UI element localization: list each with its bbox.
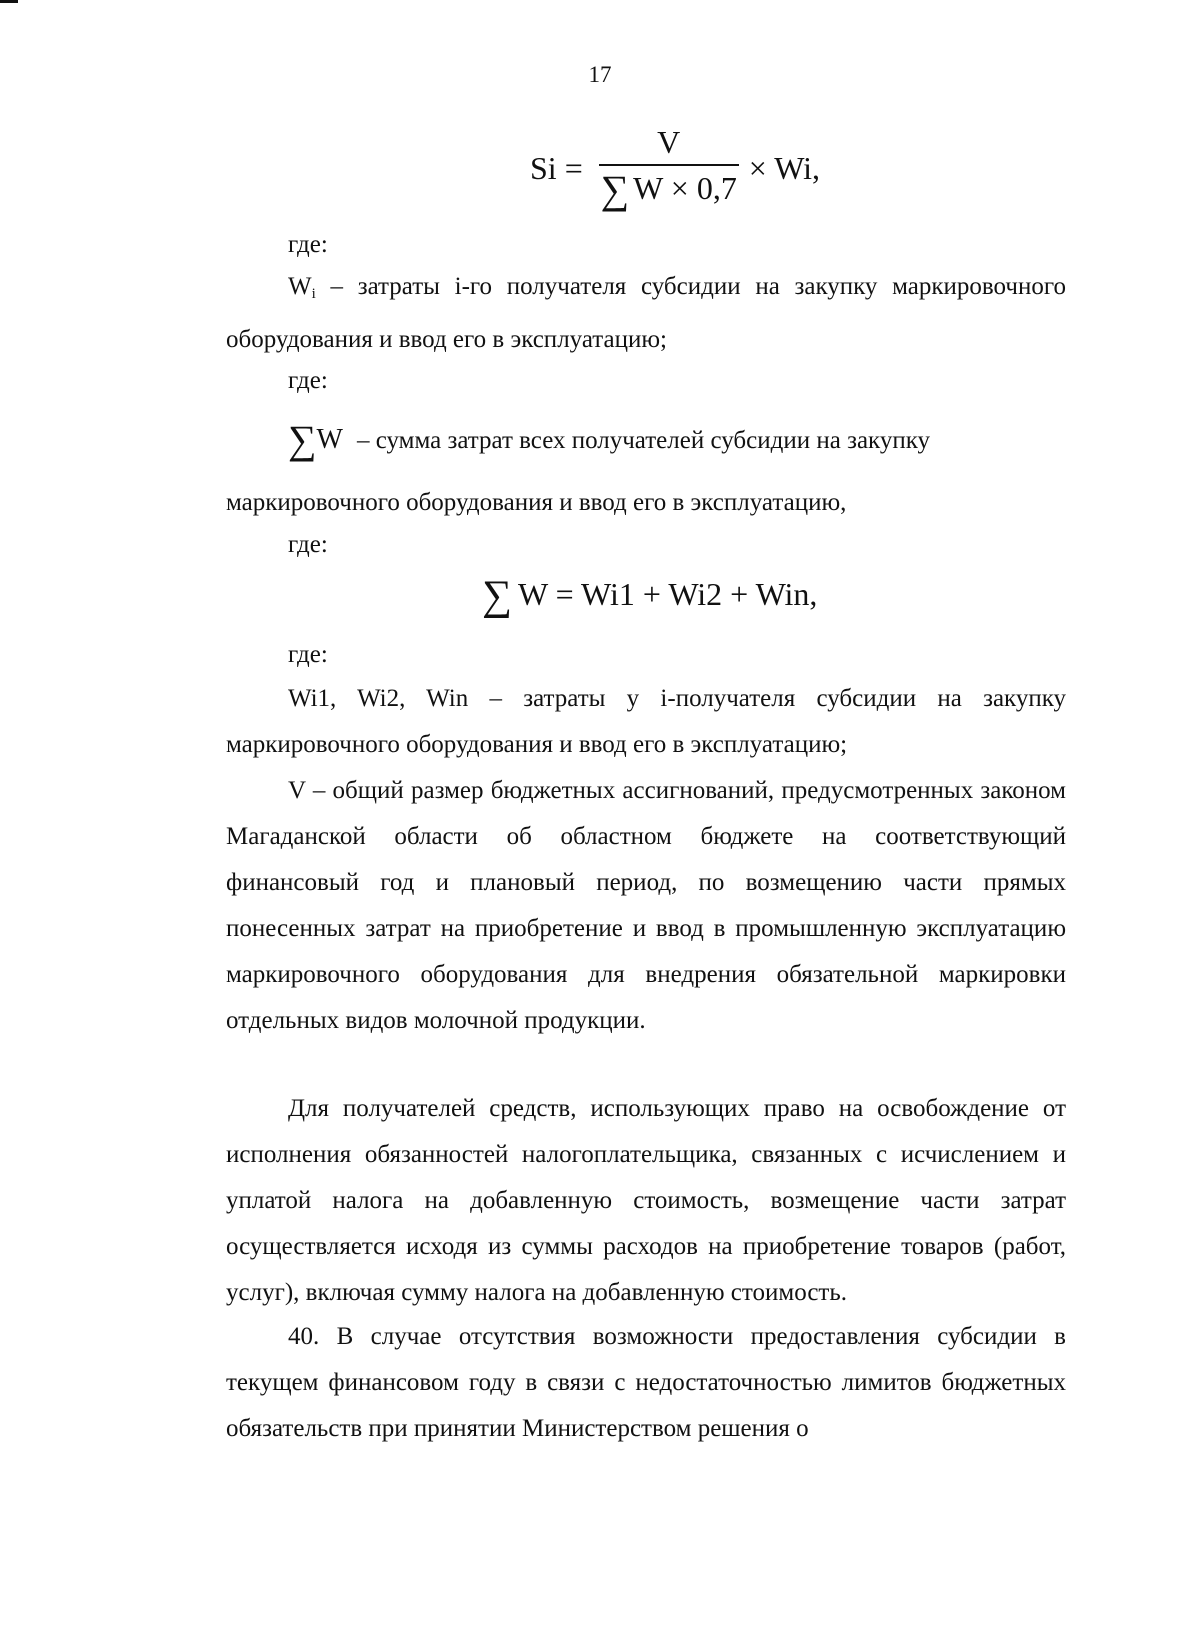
where-label: где: bbox=[288, 531, 328, 558]
sum-w-symbol: W bbox=[316, 424, 343, 455]
formula-lhs: Si = bbox=[530, 149, 583, 186]
where-label: где: bbox=[288, 367, 328, 394]
denominator-text: W × 0,7 bbox=[633, 170, 737, 206]
formula-sum-w bbox=[482, 572, 817, 620]
page-number: 17 bbox=[588, 62, 612, 87]
definition-wi1-wi2-win: Wi1, Wi2, Win – затраты у i-получателя субсидии на закупку маркировочного оборудования и ввод его в эксплуатацию; bbox=[226, 685, 1066, 758]
wi-symbol: W bbox=[288, 273, 312, 300]
scan-edge-mark bbox=[0, 0, 18, 3]
formula-fraction bbox=[599, 126, 739, 210]
where-label: где: bbox=[288, 641, 328, 668]
clause-40: 40. В случае отсутствия возможности предоставления субсидии в текущем финансовом году в связи с недостаточностью лимитов бюджетных обязательств при принятии Министерством решения о bbox=[226, 1323, 1066, 1442]
vat-paragraph: Для получателей средств, использующих право на освобождение от исполнения обязанностей налогоплательщика, связанных с исчислением и уплатой налога на добавленную стоимость, возмещение части затрат осуществляется исходя из суммы расходов на приобретение товаров (работ, услуг), включая сумму налога на добавленную стоимость. bbox=[226, 1095, 1066, 1306]
definition-wi bbox=[226, 264, 1066, 363]
sigma-symbol: ∑ bbox=[288, 417, 317, 462]
fraction-denominator bbox=[601, 166, 737, 210]
formula-sum-expression: W = Wi1 + Wi2 + Win, bbox=[517, 576, 818, 612]
sum-w-text: – сумма затрат всех получателей субсидии на закупку bbox=[356, 427, 930, 454]
definition-sum-w bbox=[226, 410, 1066, 471]
formula-subsidy-amount bbox=[530, 122, 820, 214]
sigma-symbol: ∑ bbox=[600, 167, 630, 212]
wi-subscript: i bbox=[311, 286, 316, 302]
formula-rhs: × Wi, bbox=[748, 149, 821, 186]
definition-sum-w-continued: маркировочного оборудования и ввод его в эксплуатацию, bbox=[226, 489, 847, 516]
definition-v: V – общий размер бюджетных ассигнований, предусмотренных законом Магаданской области об областном бюджете на соответствующий финансовый год и плановый период, по возмещению части прямых понесенных затрат на приобретение и ввод в промышленную эксплуатацию маркировочного оборудования для внедрения обязательной маркировки отдельных видов молочной продукции. bbox=[226, 777, 1066, 1034]
sigma-symbol: ∑ bbox=[482, 573, 512, 619]
fraction-numerator: V bbox=[657, 124, 681, 160]
where-label: где: bbox=[288, 231, 328, 258]
wi-text: – затраты i-го получателя субсидии на закупку маркировочного оборудования и ввод его в эксплуатацию; bbox=[226, 273, 1066, 353]
